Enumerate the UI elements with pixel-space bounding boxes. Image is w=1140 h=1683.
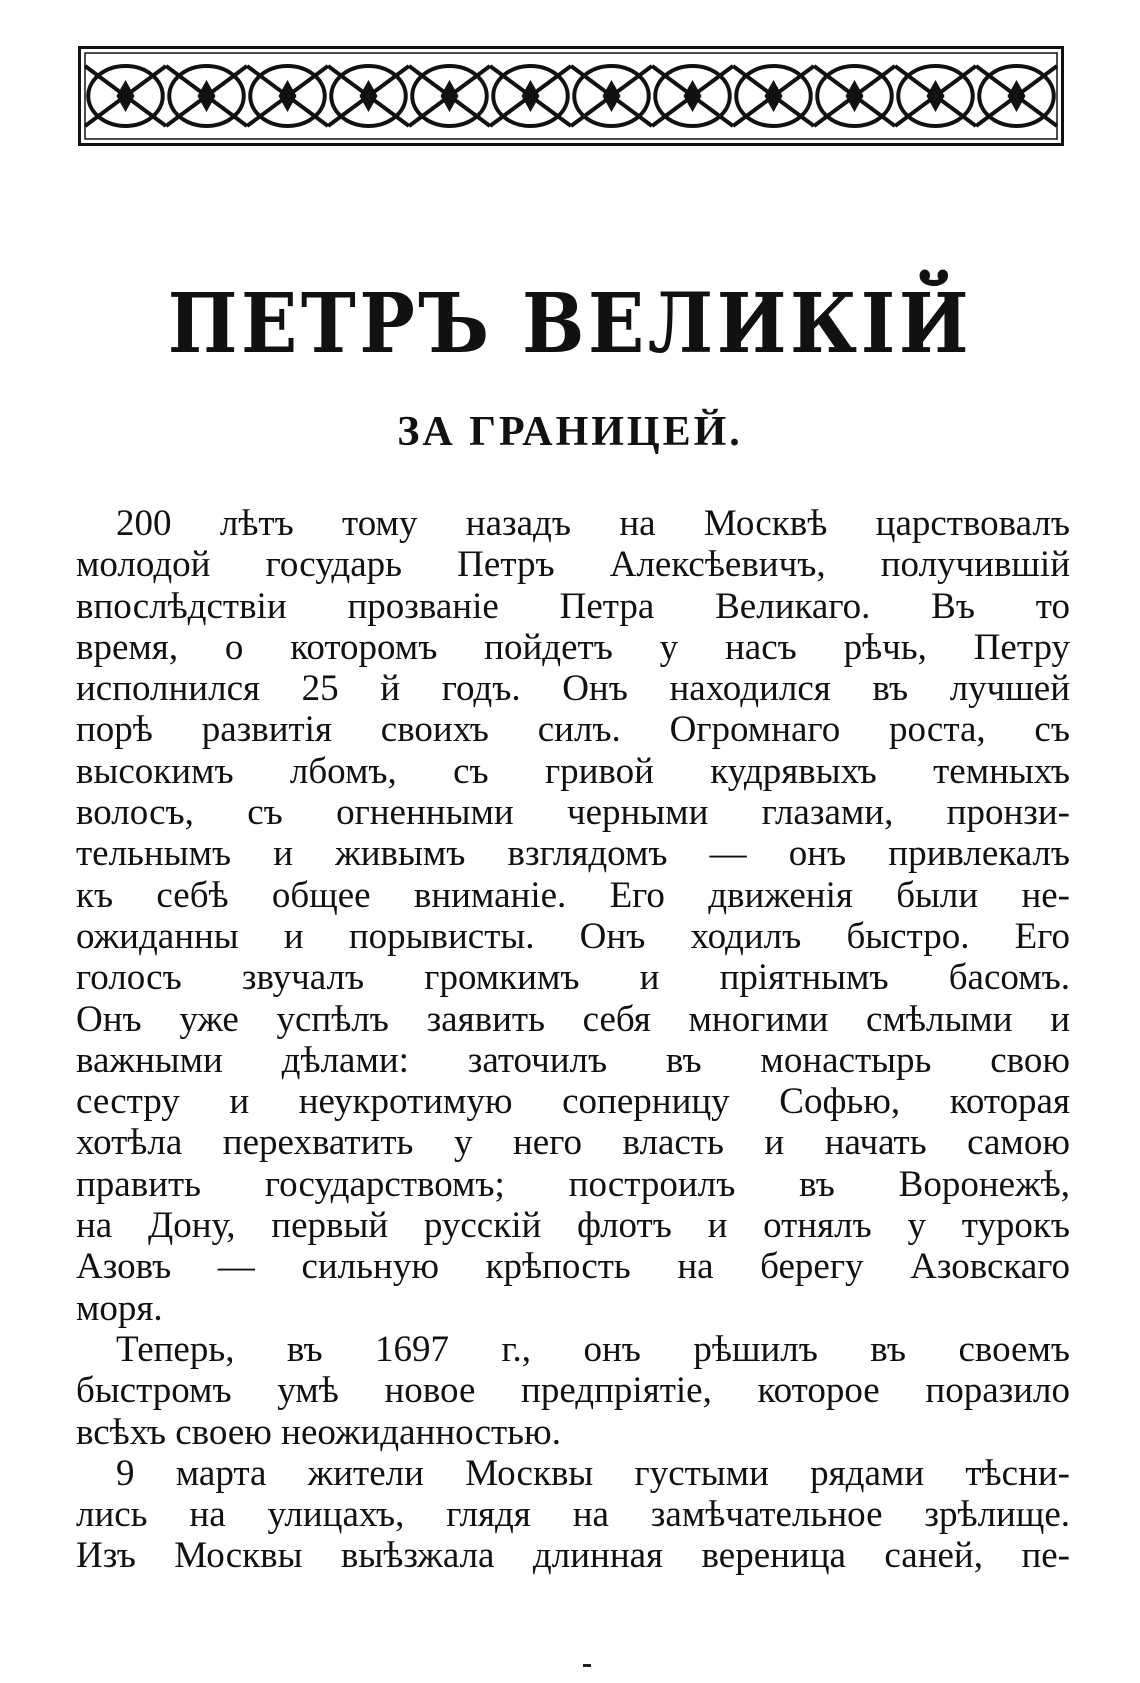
text-line: волосъ, съ огненными черными глазами, пронзи-	[76, 792, 1070, 834]
leaf-ornament	[927, 80, 945, 112]
text-line: къ себѣ общее вниманіе. Его движенія были не-	[76, 874, 1070, 916]
page-subtitle: ЗА ГРАНИЦЕЙ.	[397, 409, 743, 455]
ornament-border	[78, 46, 1064, 146]
leaf-ornament	[279, 80, 297, 112]
text-line: Онъ уже успѣлъ заявить себя многими смѣлыми и	[76, 998, 1070, 1040]
text-line: исполнился 25 й годъ. Онъ находился въ лучшей	[76, 668, 1070, 710]
text-line: всѣхъ своею неожиданностью.	[76, 1411, 561, 1453]
body-text	[76, 503, 1070, 1577]
leaf-ornament	[117, 80, 135, 112]
text-line: голосъ звучалъ громкимъ и пріятнымъ басомъ.	[76, 957, 1070, 999]
leaf-ornament	[1008, 80, 1026, 112]
text-line: хотѣла перехватить у него власть и начать самою	[76, 1122, 1070, 1164]
leaf-ornament	[360, 80, 378, 112]
text-line: 9 марта жители Москвы густыми рядами тѣсни-	[116, 1452, 1070, 1494]
text-line: Теперь, въ 1697 г., онъ рѣшилъ въ своемъ	[116, 1328, 1070, 1370]
text-line: порѣ развитія своихъ силъ. Огромнаго роста, съ	[76, 709, 1070, 751]
leaf-ornament	[441, 80, 459, 112]
text-line: моря.	[76, 1287, 163, 1329]
text-line: Изъ Москвы выѣзжала длинная вереница саней, пе-	[76, 1535, 1070, 1577]
leaf-ornament	[603, 80, 621, 112]
text-line: быстромъ умѣ новое предпріятіе, которое поразило	[76, 1370, 1070, 1412]
text-line: молодой государь Петръ Алексѣевичъ, получившій	[76, 544, 1070, 586]
leaf-ornament	[684, 80, 702, 112]
text-line: тельнымъ и живымъ взглядомъ — онъ привлекалъ	[76, 833, 1070, 875]
text-line: время, о которомъ пойдетъ у насъ рѣчь, Петру	[76, 626, 1070, 668]
text-line: править государствомъ; построилъ въ Воронежѣ,	[76, 1163, 1070, 1205]
text-line: Азовъ — сильную крѣпость на берегу Азовскаго	[76, 1246, 1070, 1288]
text-line: важными дѣлами: заточилъ въ монастырь свою	[76, 1039, 1070, 1081]
print-mark	[583, 1664, 591, 1667]
text-line: ожиданны и порывисты. Онъ ходилъ быстро. Его	[76, 915, 1070, 957]
leaf-ornament	[198, 80, 216, 112]
text-line: лись на улицахъ, глядя на замѣчательное зрѣлище.	[76, 1494, 1070, 1536]
leaf-ornament	[765, 80, 783, 112]
text-line: сестру и неукротимую соперницу Софью, которая	[76, 1081, 1070, 1123]
page-title: ПЕТРЪ ВЕЛИКІЙ	[167, 276, 973, 372]
leaf-ornament	[522, 80, 540, 112]
text-line: впослѣдствіи прозваніе Петра Великаго. Въ то	[76, 585, 1070, 627]
leaf-ornament	[846, 80, 864, 112]
text-line: 200 лѣтъ тому назадъ на Москвѣ царствовалъ	[116, 503, 1070, 544]
text-line: на Дону, первый русскій флотъ и отнялъ у турокъ	[76, 1205, 1070, 1247]
text-line: высокимъ лбомъ, съ гривой кудрявыхъ темныхъ	[76, 750, 1070, 792]
